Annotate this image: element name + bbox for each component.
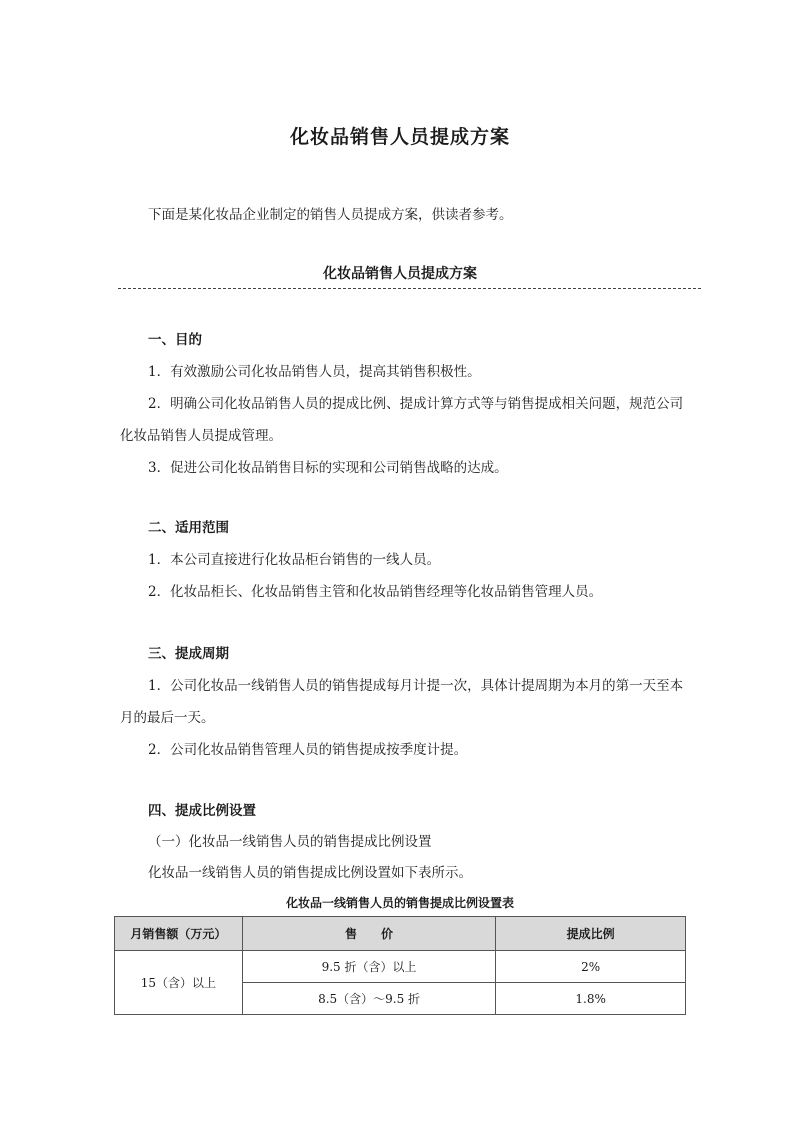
section-heading-scope: 二、适用范围 [148,520,229,536]
purpose-item-2-line-2: 化妆品销售人员提成管理。 [120,428,282,444]
commission-rate-table [114,916,686,1015]
rate-subheading: （一）化妆品一线销售人员的销售提成比例设置 [148,834,432,850]
cell-price: 8.5（含）～9.5 折 [242,983,496,1015]
rate-description: 化妆品一线销售人员的销售提成比例设置如下表所示。 [148,865,472,881]
intro-paragraph: 下面是某化妆品企业制定的销售人员提成方案，供读者参考。 [148,207,513,223]
period-item-2: 2．公司化妆品销售管理人员的销售提成按季度计提。 [148,742,468,758]
plan-subtitle: 化妆品销售人员提成方案 [323,266,477,282]
section-heading-purpose: 一、目的 [148,332,202,348]
cell-rate: 1.8% [496,983,686,1015]
scope-item-1: 1．本公司直接进行化妆品柜台销售的一线人员。 [148,552,441,568]
section-heading-rate: 四、提成比例设置 [148,803,256,819]
header-price: 售 价 [242,917,496,951]
dashed-divider [118,288,701,289]
period-item-1-line-1: 1．公司化妆品一线销售人员的销售提成每月计提一次，具体计提周期为本月的第一天至本 [148,678,684,694]
document-title: 化妆品销售人员提成方案 [289,126,510,148]
table-caption: 化妆品一线销售人员的销售提成比例设置表 [285,896,514,910]
purpose-item-1: 1．有效激励公司化妆品销售人员，提高其销售积极性。 [148,364,481,380]
header-commission-rate: 提成比例 [496,917,686,951]
header-monthly-sales: 月销售额（万元） [115,917,243,951]
table-row [115,951,686,983]
purpose-item-2-line-1: 2．明确公司化妆品销售人员的提成比例、提成计算方式等与销售提成相关问题，规范公司 [148,396,684,412]
purpose-item-3: 3．促进公司化妆品销售目标的实现和公司销售战略的达成。 [148,460,508,476]
section-heading-period: 三、提成周期 [148,646,229,662]
cell-price: 9.5 折（含）以上 [242,951,496,983]
cell-sales-range: 15（含）以上 [115,951,243,1015]
period-item-1-line-2: 月的最后一天。 [120,710,215,726]
scope-item-2: 2．化妆品柜长、化妆品销售主管和化妆品销售经理等化妆品销售管理人员。 [148,584,603,600]
table-header-row [115,917,686,951]
cell-rate: 2% [496,951,686,983]
